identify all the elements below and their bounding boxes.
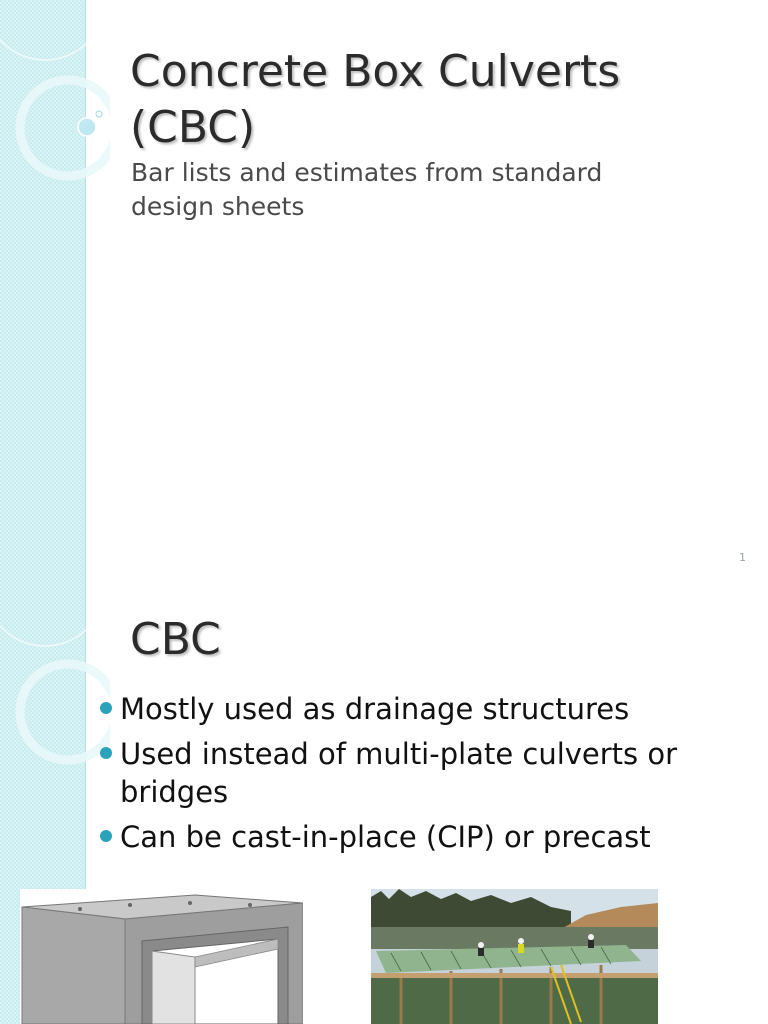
content-slide <box>0 576 768 1024</box>
title-line-2: (CBC) <box>130 102 256 153</box>
bullet-item: Can be cast-in-place (CIP) or precast <box>100 818 760 856</box>
construction-scene <box>371 889 658 1024</box>
construction-site-photo <box>371 889 658 1024</box>
slide-title <box>130 44 730 156</box>
bullet-item: Mostly used as drainage structures <box>100 690 760 728</box>
sidebar-ornament-icon <box>0 0 110 200</box>
subtitle-line-2: design sheets <box>131 192 305 221</box>
box-culvert-image <box>20 889 303 1024</box>
title-line-1: Concrete Box Culverts <box>130 46 621 97</box>
slide-subtitle <box>131 156 731 224</box>
bullet-list <box>100 690 760 863</box>
slide-title: CBC <box>130 614 221 665</box>
subtitle-line-1: Bar lists and estimates from standard <box>131 158 603 187</box>
sidebar-ornament-icon <box>0 576 110 776</box>
page-number: 1 <box>739 551 746 564</box>
box-culvert-drawing <box>20 889 303 1024</box>
bullet-item: Used instead of multi-plate culverts or bridges <box>100 735 760 811</box>
